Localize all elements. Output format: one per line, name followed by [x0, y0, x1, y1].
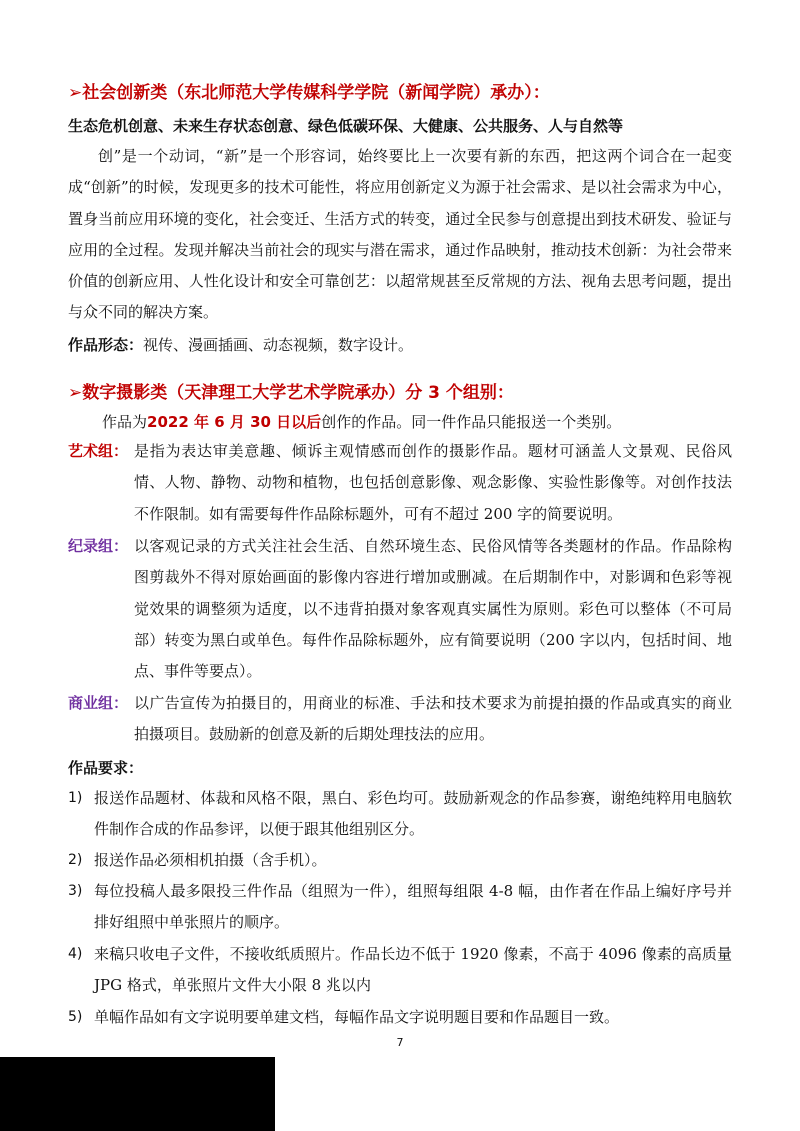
requirement-text: 每位投稿人最多限投三件作品（组照为一件），组照每组限 4-8 幅，由作者在作品上编好序号并排好组照中单张照片的顺序。 [94, 882, 732, 932]
group-text-commercial: 以广告宣传为拍摄目的，用商业的标准、手法和技术要求为前提拍摄的作品或真实的商业拍摄项目。鼓励新的创意及新的后期处理技法的应用。 [134, 694, 732, 744]
group-label-commercial: 商业组： [68, 694, 129, 712]
group-label-documentary: 纪录组： [68, 537, 129, 555]
form-label: 作品形态： [68, 336, 144, 354]
section-heading-digital-photography: ➢数字摄影类（天津理工大学艺术学院承办）分 3 个组别： [68, 383, 514, 403]
requirement-text: 报送作品题材、体裁和风格不限，黑白、彩色均可。鼓励新观念的作品参赛，谢绝纯粹用电脑软件制作合成的作品参评，以便于跟其他组别区分。 [94, 789, 732, 839]
section-subheading-themes: 生态危机创意、未来生存状态创意、绿色低碳环保、大健康、公共服务、人与自然等 [68, 117, 624, 135]
redaction-block [0, 1057, 275, 1131]
requirement-item-1 [68, 783, 732, 846]
section-heading-social-innovation: ➢社会创新类（东北师范大学传媒科学学院（新闻学院）承办）： [68, 83, 550, 103]
requirement-item-2 [68, 845, 732, 876]
intro-pre: 作品为 [102, 413, 148, 431]
group-commercial [68, 688, 732, 751]
group-label-art: 艺术组： [68, 442, 129, 460]
group-text-art: 是指为表达审美意趣、倾诉主观情感而创作的摄影作品。题材可涵盖人文景观、民俗风情、人物、静物、动物和植物，也包括创意影像、观念影像、实验性影像等。对创作技法不作限制。如有需要每件作品除标题外，可有不超过 200 字的简要说明。 [134, 442, 732, 523]
section-paragraph-innovation: 创”是一个动词，“新”是一个形容词，始终要比上一次要有新的东西，把这两个词合在一起变成“创新”的时候，发现更多的技术可能性，将应用创新定义为源于社会需求、是以社会需求为中心，置身当前应用环境的变化，社会变迁、生活方式的转变，通过全民参与创意提出到技术研发、验证与应用的全过程。发现并解决当前社会的现实与潜在需求，通过作品映射，推动技术创新：为社会带来价值的创新应用、人性化设计和安全可靠创艺：以超常规甚至反常规的方法、视角去思考问题，提出与众不同的解决方案。 [68, 147, 732, 322]
form-line [68, 330, 732, 361]
page-number: 7 [396, 1036, 404, 1049]
intro-line [68, 407, 732, 438]
requirement-number: 1) [68, 790, 83, 806]
requirement-item-3 [68, 876, 732, 939]
requirement-number: 3) [68, 883, 83, 899]
requirements-label: 作品要求： [68, 759, 144, 777]
requirement-item-5 [68, 1002, 732, 1033]
group-text-documentary: 以客观记录的方式关注社会生活、自然环境生态、民俗风情等各类题材的作品。作品除构图剪裁外不得对原始画面的影像内容进行增加或删减。在后期制作中，对影调和色彩等视觉效果的调整须为适度，以不违背拍摄对象客观真实属性为原则。彩色可以整体（不可局部）转变为黑白或单色。每件作品除标题外，应有简要说明（200 字以内，包括时间、地点、事件等要点）。 [134, 537, 732, 681]
requirement-item-4 [68, 939, 732, 1002]
requirement-text: 来稿只收电子文件，不接收纸质照片。作品长边不低于 1920 像素，不高于 4096 像素的高质量 JPG 格式，单张照片文件大小限 8 兆以内 [94, 945, 732, 995]
requirement-number: 4) [68, 946, 83, 962]
requirement-text: 单幅作品如有文字说明要单建文档，每幅作品文字说明题目要和作品题目一致。 [94, 1008, 620, 1026]
requirement-number: 2) [68, 852, 83, 868]
requirement-text: 报送作品必须相机拍摄（含手机）。 [94, 851, 327, 869]
intro-date-highlight: 2022 年 6 月 30 日以后 [147, 413, 322, 431]
requirement-number: 5) [68, 1009, 83, 1025]
group-documentary [68, 531, 732, 687]
intro-post: 创作的作品。同一件作品只能报送一个类别。 [321, 413, 622, 431]
group-art [68, 436, 732, 530]
form-text: 视传、漫画插画、动态视频，数字设计。 [143, 336, 414, 354]
